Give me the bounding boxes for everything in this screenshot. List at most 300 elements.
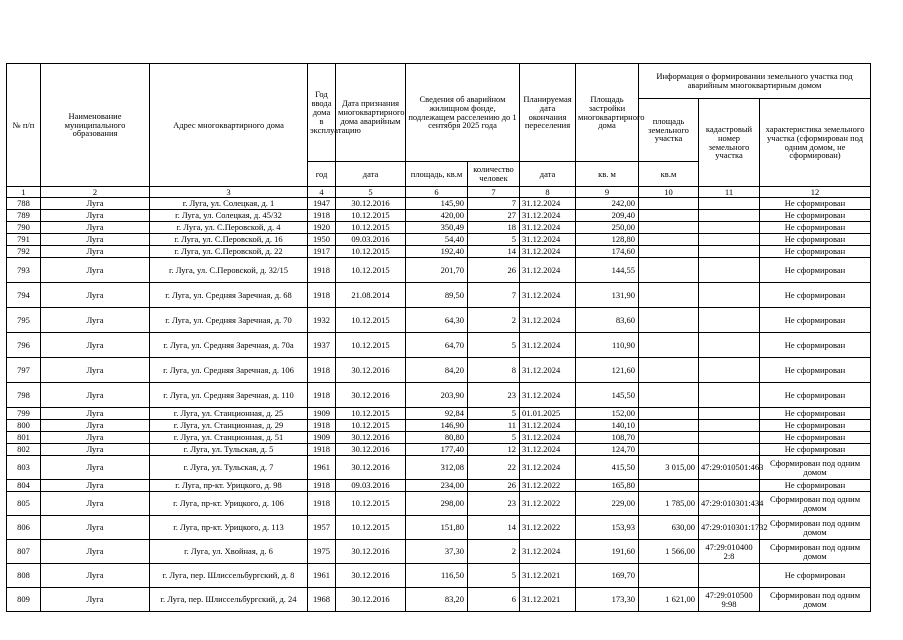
land-characteristic-cell: Не сформирован (760, 198, 871, 210)
emergency-housing-table (6, 63, 871, 612)
table-row (7, 258, 871, 283)
planned-date-cell: 31.12.2021 (520, 564, 576, 588)
col-number: 11 (699, 187, 760, 198)
recognition-date-cell: 30.12.2016 (336, 444, 406, 456)
year-cell: 1918 (308, 383, 336, 408)
emergency-area-cell: 54,40 (406, 234, 468, 246)
emergency-area-cell: 37,30 (406, 540, 468, 564)
land-characteristic-cell: Сформирован под одним домом (760, 492, 871, 516)
recognition-date-cell: 10.12.2015 (336, 516, 406, 540)
land-characteristic-cell: Не сформирован (760, 480, 871, 492)
land-area-cell: 1 566,00 (639, 540, 699, 564)
year-cell: 1918 (308, 358, 336, 383)
col-number: 5 (336, 187, 406, 198)
table-row (7, 408, 871, 420)
table-row (7, 432, 871, 444)
address-cell: г. Луга, ул. Средняя Заречная, д. 106 (150, 358, 308, 383)
people-count-cell: 6 (468, 588, 520, 612)
table-row (7, 283, 871, 308)
year-cell: 1918 (308, 420, 336, 432)
recognition-date-cell: 30.12.2016 (336, 588, 406, 612)
row-number: 789 (7, 210, 41, 222)
header-address: Адрес многоквартирного дома (150, 64, 308, 187)
row-number: 798 (7, 383, 41, 408)
building-area-cell: 124,70 (576, 444, 639, 456)
people-count-cell: 26 (468, 258, 520, 283)
table-row (7, 444, 871, 456)
municipality-cell: Луга (41, 333, 150, 358)
planned-date-cell: 31.12.2024 (520, 222, 576, 234)
col-number: 8 (520, 187, 576, 198)
row-number: 800 (7, 420, 41, 432)
emergency-area-cell: 145,90 (406, 198, 468, 210)
people-count-cell: 23 (468, 383, 520, 408)
year-cell: 1918 (308, 444, 336, 456)
unit-sqm2: кв.м (639, 162, 699, 187)
header-date-recognition: Дата признания многоквартирного дома аварийным (336, 64, 406, 162)
land-area-cell (639, 234, 699, 246)
unit-area: площадь, кв.м (406, 162, 468, 187)
year-cell: 1909 (308, 408, 336, 420)
land-characteristic-cell: Не сформирован (760, 408, 871, 420)
address-cell: г. Луга, ул. Средняя Заречная, д. 70а (150, 333, 308, 358)
unit-sqm: кв. м (576, 162, 639, 187)
planned-date-cell: 31.12.2024 (520, 258, 576, 283)
building-area-cell: 250,00 (576, 222, 639, 234)
building-area-cell: 165,80 (576, 480, 639, 492)
year-cell: 1918 (308, 210, 336, 222)
land-area-cell (639, 564, 699, 588)
table-row (7, 222, 871, 234)
municipality-cell: Луга (41, 480, 150, 492)
municipality-cell: Луга (41, 420, 150, 432)
municipality-cell: Луга (41, 308, 150, 333)
address-cell: г. Луга, пр-кт. Урицкого, д. 106 (150, 492, 308, 516)
recognition-date-cell: 30.12.2016 (336, 358, 406, 383)
emergency-area-cell: 312,08 (406, 456, 468, 480)
people-count-cell: 12 (468, 444, 520, 456)
cadastral-number-cell: 47:29:010501:463 (699, 456, 760, 480)
people-count-cell: 2 (468, 308, 520, 333)
planned-date-cell: 31.12.2021 (520, 588, 576, 612)
recognition-date-cell: 30.12.2016 (336, 456, 406, 480)
people-count-cell: 7 (468, 198, 520, 210)
emergency-area-cell: 201,70 (406, 258, 468, 283)
cadastral-number-cell: 47:29:010400 2:8 (699, 540, 760, 564)
planned-date-cell: 31.12.2024 (520, 246, 576, 258)
table-row (7, 234, 871, 246)
cadastral-number-cell (699, 480, 760, 492)
address-cell: г. Луга, ул. Станционная, д. 29 (150, 420, 308, 432)
people-count-cell: 5 (468, 333, 520, 358)
table-row (7, 308, 871, 333)
cadastral-number-cell (699, 210, 760, 222)
land-characteristic-cell: Не сформирован (760, 432, 871, 444)
land-area-cell (639, 408, 699, 420)
address-cell: г. Луга, пр-кт. Урицкого, д. 98 (150, 480, 308, 492)
municipality-cell: Луга (41, 198, 150, 210)
table-row (7, 456, 871, 480)
row-number: 802 (7, 444, 41, 456)
address-cell: г. Луга, ул. Солецкая, д. 1 (150, 198, 308, 210)
table-row (7, 198, 871, 210)
building-area-cell: 169,70 (576, 564, 639, 588)
municipality-cell: Луга (41, 516, 150, 540)
building-area-cell: 131,90 (576, 283, 639, 308)
municipality-cell: Луга (41, 283, 150, 308)
row-number: 806 (7, 516, 41, 540)
recognition-date-cell: 30.12.2016 (336, 198, 406, 210)
municipality-cell: Луга (41, 432, 150, 444)
people-count-cell: 5 (468, 234, 520, 246)
building-area-cell: 128,80 (576, 234, 639, 246)
year-cell: 1975 (308, 540, 336, 564)
people-count-cell: 26 (468, 480, 520, 492)
planned-date-cell: 31.12.2024 (520, 234, 576, 246)
municipality-cell: Луга (41, 210, 150, 222)
year-cell: 1957 (308, 516, 336, 540)
document-sheet (6, 63, 871, 612)
address-cell: г. Луга, ул. С.Перовской, д. 32/15 (150, 258, 308, 283)
municipality-cell: Луга (41, 564, 150, 588)
land-characteristic-cell: Сформирован под одним домом (760, 516, 871, 540)
table-row (7, 516, 871, 540)
table-row (7, 420, 871, 432)
building-area-cell: 153,93 (576, 516, 639, 540)
land-area-cell (639, 444, 699, 456)
table-row (7, 492, 871, 516)
address-cell: г. Луга, ул. Средняя Заречная, д. 110 (150, 383, 308, 408)
year-cell: 1932 (308, 308, 336, 333)
municipality-cell: Луга (41, 540, 150, 564)
planned-date-cell: 31.12.2024 (520, 210, 576, 222)
land-area-cell (639, 198, 699, 210)
address-cell: г. Луга, ул. Средняя Заречная, д. 68 (150, 283, 308, 308)
planned-date-cell: 31.12.2024 (520, 283, 576, 308)
table-header (7, 64, 871, 198)
municipality-cell: Луга (41, 383, 150, 408)
land-area-cell: 1 785,00 (639, 492, 699, 516)
emergency-area-cell: 92,84 (406, 408, 468, 420)
land-characteristic-cell: Не сформирован (760, 358, 871, 383)
land-characteristic-cell: Не сформирован (760, 210, 871, 222)
recognition-date-cell: 30.12.2016 (336, 540, 406, 564)
cadastral-number-cell (699, 383, 760, 408)
building-area-cell: 110,90 (576, 333, 639, 358)
people-count-cell: 8 (468, 358, 520, 383)
people-count-cell: 5 (468, 432, 520, 444)
table-row (7, 333, 871, 358)
municipality-cell: Луга (41, 456, 150, 480)
col-number: 3 (150, 187, 308, 198)
recognition-date-cell: 10.12.2015 (336, 308, 406, 333)
unit-date2: дата (520, 162, 576, 187)
land-characteristic-cell: Не сформирован (760, 308, 871, 333)
land-area-cell (639, 222, 699, 234)
recognition-date-cell: 10.12.2015 (336, 246, 406, 258)
column-numbers-row (7, 187, 871, 198)
row-number: 791 (7, 234, 41, 246)
planned-date-cell: 31.12.2022 (520, 516, 576, 540)
cadastral-number-cell (699, 308, 760, 333)
land-characteristic-cell: Не сформирован (760, 333, 871, 358)
recognition-date-cell: 10.12.2015 (336, 333, 406, 358)
row-number: 808 (7, 564, 41, 588)
emergency-area-cell: 420,00 (406, 210, 468, 222)
year-cell: 1968 (308, 588, 336, 612)
municipality-cell: Луга (41, 246, 150, 258)
land-area-cell (639, 432, 699, 444)
planned-date-cell: 31.12.2024 (520, 540, 576, 564)
land-characteristic-cell: Не сформирован (760, 420, 871, 432)
building-area-cell: 242,00 (576, 198, 639, 210)
year-cell: 1920 (308, 222, 336, 234)
cadastral-number-cell: 47:29:010301:1732 (699, 516, 760, 540)
cadastral-number-cell (699, 198, 760, 210)
table-row (7, 210, 871, 222)
cadastral-number-cell (699, 432, 760, 444)
municipality-cell: Луга (41, 222, 150, 234)
land-area-cell (639, 283, 699, 308)
cadastral-number-cell (699, 246, 760, 258)
row-number: 807 (7, 540, 41, 564)
year-cell: 1909 (308, 432, 336, 444)
year-cell: 1918 (308, 258, 336, 283)
people-count-cell: 5 (468, 564, 520, 588)
planned-date-cell: 31.12.2022 (520, 492, 576, 516)
header-land-area: площадь земельного участка (639, 99, 699, 162)
col-number: 4 (308, 187, 336, 198)
year-cell: 1947 (308, 198, 336, 210)
header-year: Год ввода дома в эксплуатацию (308, 64, 336, 162)
address-cell: г. Луга, ул. Тульская, д. 5 (150, 444, 308, 456)
row-number: 795 (7, 308, 41, 333)
cadastral-number-cell (699, 283, 760, 308)
land-area-cell (639, 420, 699, 432)
recognition-date-cell: 10.12.2015 (336, 222, 406, 234)
land-area-cell (639, 383, 699, 408)
planned-date-cell: 31.12.2024 (520, 358, 576, 383)
table-row (7, 588, 871, 612)
land-area-cell (639, 358, 699, 383)
year-cell: 1937 (308, 333, 336, 358)
col-number: 9 (576, 187, 639, 198)
table-row (7, 246, 871, 258)
address-cell: г. Луга, ул. Хвойная, д. 6 (150, 540, 308, 564)
land-area-cell: 3 015,00 (639, 456, 699, 480)
people-count-cell: 11 (468, 420, 520, 432)
land-characteristic-cell: Не сформирован (760, 246, 871, 258)
people-count-cell: 27 (468, 210, 520, 222)
address-cell: г. Луга, пр-кт. Урицкого, д. 113 (150, 516, 308, 540)
header-cadastral: кадастровый номер земельного участка (699, 99, 760, 187)
land-area-cell: 630,00 (639, 516, 699, 540)
row-number: 797 (7, 358, 41, 383)
people-count-cell: 7 (468, 283, 520, 308)
land-area-cell (639, 333, 699, 358)
cadastral-number-cell (699, 358, 760, 383)
year-cell: 1918 (308, 492, 336, 516)
cadastral-number-cell: 47:29:010500 9:98 (699, 588, 760, 612)
address-cell: г. Луга, ул. С.Перовской, д. 16 (150, 234, 308, 246)
year-cell: 1917 (308, 246, 336, 258)
building-area-cell: 108,70 (576, 432, 639, 444)
recognition-date-cell: 09.03.2016 (336, 234, 406, 246)
cadastral-number-cell (699, 258, 760, 283)
table-row (7, 383, 871, 408)
row-number: 801 (7, 432, 41, 444)
col-number: 12 (760, 187, 871, 198)
row-number: 803 (7, 456, 41, 480)
building-area-cell: 140,10 (576, 420, 639, 432)
land-characteristic-cell: Не сформирован (760, 383, 871, 408)
land-area-cell (639, 210, 699, 222)
people-count-cell: 5 (468, 408, 520, 420)
people-count-cell: 22 (468, 456, 520, 480)
recognition-date-cell: 10.12.2015 (336, 408, 406, 420)
table-row (7, 540, 871, 564)
building-area-cell: 209,40 (576, 210, 639, 222)
land-area-cell (639, 308, 699, 333)
unit-date: дата (336, 162, 406, 187)
cadastral-number-cell (699, 420, 760, 432)
recognition-date-cell: 10.12.2015 (336, 210, 406, 222)
building-area-cell: 415,50 (576, 456, 639, 480)
row-number: 799 (7, 408, 41, 420)
planned-date-cell: 31.12.2024 (520, 333, 576, 358)
row-number: 796 (7, 333, 41, 358)
emergency-area-cell: 151,80 (406, 516, 468, 540)
land-characteristic-cell: Не сформирован (760, 444, 871, 456)
municipality-cell: Луга (41, 492, 150, 516)
unit-year: год (308, 162, 336, 187)
planned-date-cell: 31.12.2024 (520, 432, 576, 444)
emergency-area-cell: 203,90 (406, 383, 468, 408)
municipality-cell: Луга (41, 408, 150, 420)
col-number: 2 (41, 187, 150, 198)
emergency-area-cell: 84,20 (406, 358, 468, 383)
year-cell: 1950 (308, 234, 336, 246)
col-number: 7 (468, 187, 520, 198)
header-num: № п/п (7, 64, 41, 187)
emergency-area-cell: 83,20 (406, 588, 468, 612)
row-number: 805 (7, 492, 41, 516)
land-characteristic-cell: Не сформирован (760, 283, 871, 308)
land-characteristic-cell: Не сформирован (760, 222, 871, 234)
land-characteristic-cell: Не сформирован (760, 564, 871, 588)
year-cell: 1961 (308, 564, 336, 588)
emergency-area-cell: 146,90 (406, 420, 468, 432)
recognition-date-cell: 30.12.2016 (336, 432, 406, 444)
land-area-cell (639, 246, 699, 258)
planned-date-cell: 31.12.2022 (520, 480, 576, 492)
people-count-cell: 14 (468, 516, 520, 540)
land-area-cell (639, 480, 699, 492)
recognition-date-cell: 21.08.2014 (336, 283, 406, 308)
header-area-building: Площадь застройки многоквартирного дома (576, 64, 639, 162)
year-cell: 1961 (308, 456, 336, 480)
recognition-date-cell: 10.12.2015 (336, 420, 406, 432)
recognition-date-cell: 10.12.2015 (336, 492, 406, 516)
planned-date-cell: 31.12.2024 (520, 308, 576, 333)
planned-date-cell: 31.12.2024 (520, 198, 576, 210)
address-cell: г. Луга, ул. С.Перовской, д. 4 (150, 222, 308, 234)
row-number: 794 (7, 283, 41, 308)
municipality-cell: Луга (41, 258, 150, 283)
row-number: 804 (7, 480, 41, 492)
people-count-cell: 2 (468, 540, 520, 564)
address-cell: г. Луга, ул. Солецкая, д. 45/32 (150, 210, 308, 222)
emergency-area-cell: 177,40 (406, 444, 468, 456)
municipality-cell: Луга (41, 444, 150, 456)
recognition-date-cell: 09.03.2016 (336, 480, 406, 492)
cadastral-number-cell (699, 333, 760, 358)
address-cell: г. Луга, ул. Станционная, д. 51 (150, 432, 308, 444)
recognition-date-cell: 30.12.2016 (336, 383, 406, 408)
row-number: 793 (7, 258, 41, 283)
land-characteristic-cell: Не сформирован (760, 234, 871, 246)
row-number: 790 (7, 222, 41, 234)
header-emergency-info: Сведения об аварийном жилищном фонде, подлежащем расселению до 1 сентября 2025 года (406, 64, 520, 162)
building-area-cell: 152,00 (576, 408, 639, 420)
recognition-date-cell: 30.12.2016 (336, 564, 406, 588)
emergency-area-cell: 192,40 (406, 246, 468, 258)
cadastral-number-cell (699, 444, 760, 456)
cadastral-number-cell (699, 222, 760, 234)
planned-date-cell: 31.12.2024 (520, 420, 576, 432)
land-characteristic-cell: Сформирован под одним домом (760, 540, 871, 564)
planned-date-cell: 31.12.2024 (520, 456, 576, 480)
building-area-cell: 229,00 (576, 492, 639, 516)
header-land-info: Информация о формировании земельного участка под аварийным многоквартирным домом (639, 64, 871, 99)
row-number: 809 (7, 588, 41, 612)
land-characteristic-cell: Сформирован под одним домом (760, 588, 871, 612)
address-cell: г. Луга, ул. Тульская, д. 7 (150, 456, 308, 480)
address-cell: г. Луга, пер. Шлиссельбургский, д. 8 (150, 564, 308, 588)
unit-people: количество человек (468, 162, 520, 187)
recognition-date-cell: 10.12.2015 (336, 258, 406, 283)
emergency-area-cell: 89,50 (406, 283, 468, 308)
cadastral-number-cell (699, 408, 760, 420)
address-cell: г. Луга, ул. Средняя Заречная, д. 70 (150, 308, 308, 333)
people-count-cell: 14 (468, 246, 520, 258)
col-number: 6 (406, 187, 468, 198)
land-characteristic-cell: Не сформирован (760, 258, 871, 283)
cadastral-number-cell (699, 234, 760, 246)
table-row (7, 358, 871, 383)
emergency-area-cell: 350,49 (406, 222, 468, 234)
row-number: 792 (7, 246, 41, 258)
emergency-area-cell: 234,00 (406, 480, 468, 492)
land-characteristic-cell: Сформирован под одним домом (760, 456, 871, 480)
planned-date-cell: 01.01.2025 (520, 408, 576, 420)
header-municipality: Наименование муниципального образования (41, 64, 150, 187)
cadastral-number-cell (699, 564, 760, 588)
building-area-cell: 121,60 (576, 358, 639, 383)
land-area-cell: 1 621,00 (639, 588, 699, 612)
table-row (7, 564, 871, 588)
planned-date-cell: 31.12.2024 (520, 383, 576, 408)
col-number: 1 (7, 187, 41, 198)
municipality-cell: Луга (41, 234, 150, 246)
table-body (7, 198, 871, 612)
people-count-cell: 23 (468, 492, 520, 516)
address-cell: г. Луга, ул. Станционная, д. 25 (150, 408, 308, 420)
year-cell: 1918 (308, 283, 336, 308)
municipality-cell: Луга (41, 588, 150, 612)
emergency-area-cell: 116,50 (406, 564, 468, 588)
people-count-cell: 18 (468, 222, 520, 234)
